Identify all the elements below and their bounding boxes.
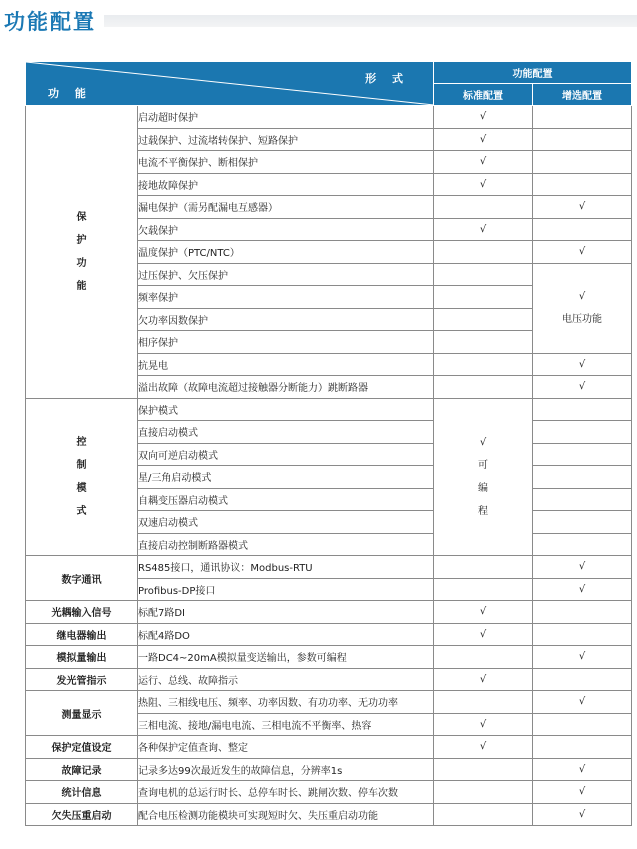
category-cell: 发光管指示 (26, 668, 138, 691)
category-cell: 数字通讯 (26, 556, 138, 601)
optional-mark (533, 443, 632, 466)
standard-mark (434, 578, 533, 601)
feature-label: 启动超时保护 (138, 106, 434, 129)
feature-label: 运行、总线、故障指示 (138, 668, 434, 691)
title-stripe (104, 15, 637, 27)
standard-mark (434, 758, 533, 781)
table-row (26, 803, 632, 826)
standard-mark (434, 286, 533, 309)
table-row (26, 646, 632, 669)
feature-label: 三相电流、接地/漏电电流、三相电流不平衡率、热容 (138, 713, 434, 736)
optional-mark: √ (533, 691, 632, 714)
standard-mark: √ (434, 623, 533, 646)
category-cell: 继电器输出 (26, 623, 138, 646)
optional-mark: √ (533, 376, 632, 399)
optional-mark: √ (533, 353, 632, 376)
programmable-char: 可 (478, 459, 488, 471)
optional-mark (533, 128, 632, 151)
standard-mark (434, 308, 533, 331)
optional-mark: √ (533, 196, 632, 219)
optional-mark: √ (533, 758, 632, 781)
feature-label: 相序保护 (138, 331, 434, 354)
standard-mark (434, 376, 533, 399)
optional-mark: √ (533, 781, 632, 804)
standard-mark: √ (479, 436, 487, 448)
optional-mark: √ (533, 578, 632, 601)
programmable-group (434, 398, 533, 556)
category-char: 能 (76, 280, 87, 292)
standard-mark: √ (434, 601, 533, 624)
table-row (26, 601, 632, 624)
feature-label: 直接启动控制断路器模式 (138, 533, 434, 556)
table-row (26, 556, 632, 579)
category-cell: 测量显示 (26, 691, 138, 736)
optional-mark (533, 533, 632, 556)
standard-mark (434, 241, 533, 264)
optional-mark (533, 511, 632, 534)
feature-label: 标配7路DI (138, 601, 434, 624)
optional-mark (533, 151, 632, 174)
header-standard: 标准配置 (434, 84, 533, 106)
optional-mark (533, 173, 632, 196)
standard-mark (434, 803, 533, 826)
feature-label: 记录多达99次最近发生的故障信息，分辨率1s (138, 758, 434, 781)
category-char: 模 (76, 482, 87, 494)
programmable-char: 程 (478, 505, 488, 517)
feature-label: 热阻、三相线电压、频率、功率因数、有功功率、无功功率 (138, 691, 434, 714)
function-config-table (25, 61, 632, 826)
standard-mark (434, 353, 533, 376)
standard-mark: √ (434, 713, 533, 736)
optional-mark (533, 421, 632, 444)
standard-mark (434, 331, 533, 354)
feature-label: 欠载保护 (138, 218, 434, 241)
standard-mark: √ (434, 106, 533, 129)
category-control (26, 398, 138, 556)
feature-label: 各种保护定值查询、整定 (138, 736, 434, 759)
optional-mark (533, 218, 632, 241)
optional-mark: √ (533, 646, 632, 669)
category-cell: 故障记录 (26, 758, 138, 781)
standard-mark (434, 263, 533, 286)
header-config-group: 功能配置 (434, 62, 632, 84)
category-char: 功 (76, 257, 87, 269)
feature-label: 频率保护 (138, 286, 434, 309)
optional-mark (533, 713, 632, 736)
category-cell: 保护定值设定 (26, 736, 138, 759)
feature-label: Profibus-DP接口 (138, 578, 434, 601)
optional-mark (533, 106, 632, 129)
table-row (26, 691, 632, 714)
table-row (26, 758, 632, 781)
page-title: 功能配置 (4, 10, 96, 34)
feature-label: 直接启动模式 (138, 421, 434, 444)
standard-mark: √ (434, 736, 533, 759)
feature-label: 过载保护、过流堵转保护、短路保护 (138, 128, 434, 151)
feature-label: RS485接口，通讯协议：Modbus-RTU (138, 556, 434, 579)
standard-mark: √ (434, 151, 533, 174)
standard-mark (434, 646, 533, 669)
voltage-function-label: 电压功能 (562, 314, 602, 325)
category-protection (26, 106, 138, 399)
header-function-label: 功 能 (48, 87, 92, 100)
voltage-function-group (533, 263, 632, 353)
table-row (26, 106, 632, 129)
optional-mark (533, 466, 632, 489)
header-optional: 增选配置 (533, 84, 632, 106)
table-row (26, 398, 632, 421)
optional-mark (533, 736, 632, 759)
feature-label: 双向可逆启动模式 (138, 443, 434, 466)
category-char: 制 (76, 459, 87, 471)
optional-mark: √ (578, 291, 586, 302)
feature-label: 查询电机的总运行时长、总停车时长、跳闸次数、停车次数 (138, 781, 434, 804)
category-char: 式 (76, 505, 87, 517)
feature-label: 一路DC4~20mA模拟量变送输出，参数可编程 (138, 646, 434, 669)
standard-mark (434, 196, 533, 219)
category-char: 护 (76, 234, 87, 246)
category-cell: 欠失压重启动 (26, 803, 138, 826)
standard-mark (434, 781, 533, 804)
feature-label: 保护模式 (138, 398, 434, 421)
standard-mark (434, 691, 533, 714)
feature-label: 双速启动模式 (138, 511, 434, 534)
standard-mark: √ (434, 173, 533, 196)
optional-mark (533, 398, 632, 421)
programmable-char: 编 (478, 482, 488, 494)
optional-mark: √ (533, 803, 632, 826)
optional-mark (533, 623, 632, 646)
feature-label: 漏电保护（需另配漏电互感器） (138, 196, 434, 219)
optional-mark: √ (533, 241, 632, 264)
standard-mark (434, 556, 533, 579)
feature-label: 溢出故障（故障电流超过接触器分断能力）跳断路器 (138, 376, 434, 399)
feature-label: 欠功率因数保护 (138, 308, 434, 331)
table-row (26, 623, 632, 646)
category-cell: 光耦输入信号 (26, 601, 138, 624)
category-cell: 统计信息 (26, 781, 138, 804)
standard-mark: √ (434, 218, 533, 241)
optional-mark (533, 488, 632, 511)
feature-label: 配合电压检测功能模块可实现短时欠、失压重启动功能 (138, 803, 434, 826)
header-form-label: 形 式 (365, 72, 409, 85)
feature-label: 电流不平衡保护、断相保护 (138, 151, 434, 174)
category-char: 控 (76, 436, 87, 448)
optional-mark (533, 668, 632, 691)
standard-mark: √ (434, 128, 533, 151)
feature-label: 温度保护（PTC/NTC） (138, 241, 434, 264)
header-row-1 (26, 62, 632, 84)
feature-label: 过压保护、欠压保护 (138, 263, 434, 286)
feature-label: 星/三角启动模式 (138, 466, 434, 489)
category-char: 保 (76, 211, 87, 223)
standard-mark: √ (434, 668, 533, 691)
table-row (26, 781, 632, 804)
feature-label: 抗晃电 (138, 353, 434, 376)
optional-mark (533, 601, 632, 624)
title-bar (0, 0, 637, 40)
optional-mark: √ (533, 556, 632, 579)
feature-label: 标配4路DO (138, 623, 434, 646)
feature-label: 接地故障保护 (138, 173, 434, 196)
table-row (26, 668, 632, 691)
category-cell: 模拟量输出 (26, 646, 138, 669)
table-row (26, 736, 632, 759)
feature-label: 自耦变压器启动模式 (138, 488, 434, 511)
header-diagonal-cell (26, 62, 434, 106)
